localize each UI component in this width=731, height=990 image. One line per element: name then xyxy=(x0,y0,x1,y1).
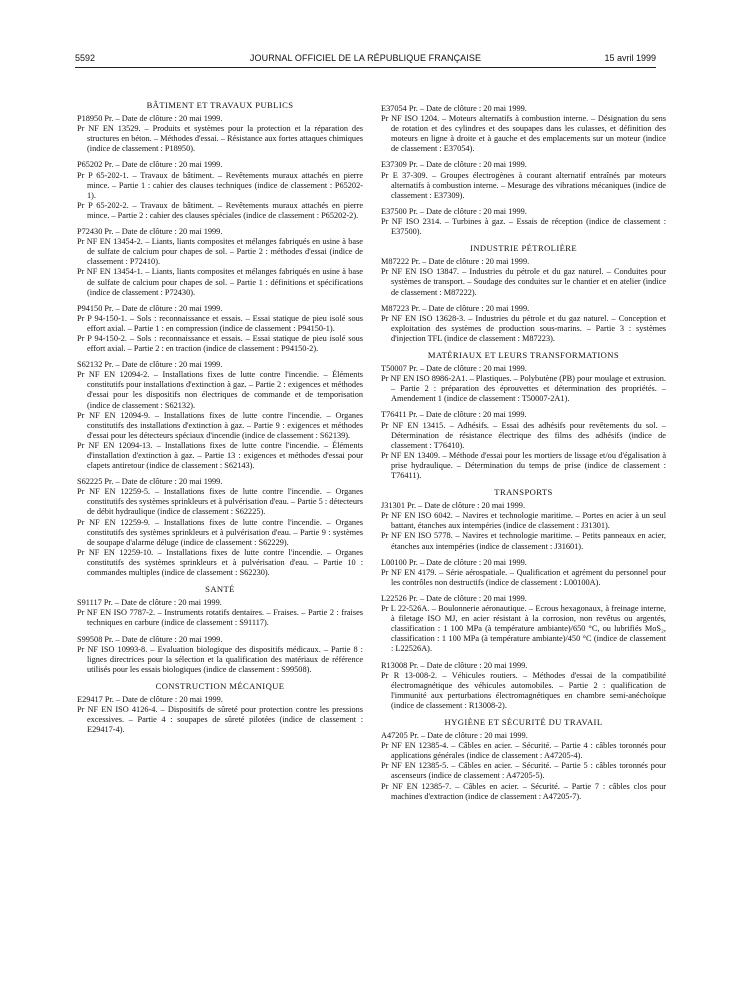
standard-line: Pr NF EN 12259-10. – Installations fixes de lutte contre l'incendie. – Organes constitutifs des systèmes sprinkleurs et à pulvérisation d'eau. – Partie 10 : commandes multiples (indice de classement : S62230). xyxy=(77,547,363,578)
standard-line: Pr NF EN 13415. – Adhésifs. – Essai des adhésifs pour revêtements du sol. – Détermination de résistance électrique des films des adhésifs (indice de classement : T76410). xyxy=(381,420,666,450)
standard-line: Pr L 22-526A. – Boulonnerie aéronautique. – Ecrous hexagonaux, à freinage interne, à filetage ISO MJ, en acier résistant à la corrosion, non revêtus ou argentés, classification : 1 100 MPa (à température ambiante)/650 °C, ou lubrifiés MoS₂, classification : 1 100 MPa (à température ambiante)/450 °C (indice de classement : L22526A). xyxy=(381,604,666,654)
standard-entry xyxy=(381,410,666,481)
standard-line: Pr NF EN ISO 13847. – Industries du pétrole et du gaz naturel. – Conduites pour systèmes de transport. – Soudage des conduites sur le chantier et en atelier (indice de classement : M87222). xyxy=(381,267,666,297)
closing-date-line: M87222 Pr. – Date de clôture : 20 mai 1999. xyxy=(381,257,530,267)
standard-line: Pr NF EN ISO 8986-2A1. – Plastiques. – Polybutène (PB) pour moulage et extrusion. – Partie 2 : préparation des éprouvettes et détermination des propriétés. – Amendement 1 (indice de classement : T50007-2A1). xyxy=(381,374,666,404)
closing-date-line: E37309 Pr. – Date de clôture : 20 mai 1999. xyxy=(381,160,527,170)
section-title: CONSTRUCTION MÉCANIQUE xyxy=(155,680,285,691)
standard-line: Pr NF ISO 10993-8. – Evaluation biologique des dispositifs médicaux. – Partie 8 : lignes directrices pour la sélection et la qualification des matériaux de référence utilisés pour les essais biologiques (indice de classement : S99508). xyxy=(77,644,363,674)
standard-line: Pr NF EN 12094-13. – Installations fixes de lutte contre l'incendie. – Éléments d'installation d'extinction à gaz. – Partie 13 : exigences et méthodes d'essai pour clapets antiretour (indice de classement : S62143). xyxy=(77,440,363,471)
standard-line: Pr NF EN 12385-4. – Câbles en acier. – Sécurité. – Partie 4 : câbles toronnés pour applications générales (indice de classement : A47205-4). xyxy=(381,741,666,761)
closing-date-line: P72430 Pr. – Date de clôture : 20 mai 1999. xyxy=(77,227,223,237)
standard-line: Pr NF EN 12094-9. – Installations fixes de lutte contre l'incendie. – Organes constitutifs des installations d'extinction à gaz. – Partie 9 : exigences et méthodes d'essai pour les détecteurs spéciaux d'incendie (indice de classement : S62139). xyxy=(77,410,363,440)
standard-entry xyxy=(381,304,666,344)
standard-line: Pr NF EN 13529. – Produits et systèmes pour la protection et la réparation des structures en béton. – Méthodes d'essai. – Résistance aux fortes attaques chimiques (indice de classement : P18950). xyxy=(77,124,363,154)
section-title: BÂTIMENT ET TRAVAUX PUBLICS xyxy=(146,100,294,110)
standard-line: Pr NF EN ISO 6042. – Navires et technologie maritime. – Portes en acier à un seul battant, étanches aux intempéries (indice de classement : J31301). xyxy=(381,511,666,531)
standard-line: Pr NF EN 13454-2. – Liants, liants composites et mélanges fabriqués en usine à base de sulfate de calcium pour chapes de sol. – Partie 2 : méthodes d'essai (indice de classement : P72410). xyxy=(77,237,363,267)
standard-line: Pr NF EN ISO 5778. – Navires et technologie maritime. – Petits panneaux en acier, étanches aux intempéries (indice de classement : J31601). xyxy=(381,531,666,551)
closing-date-line: J31301 Pr. – Date de clôture : 20 mai 1999. xyxy=(381,501,526,511)
closing-date-line: E29417 Pr. – Date de clôture : 20 mai 1999. xyxy=(77,694,223,704)
header-rule xyxy=(75,67,656,68)
section xyxy=(381,717,666,802)
closing-date-line: T76411 Pr. – Date de clôture : 20 mai 1999. xyxy=(381,410,527,420)
section xyxy=(381,243,666,344)
standard-entry xyxy=(381,558,666,588)
standard-line: Pr NF EN 12385-7. – Câbles en acier. – Sécurité. – Partie 7 : câbles clos pour machines d'extraction (indice de classement : A47205-7). xyxy=(381,781,666,801)
standard-line: Pr P 94-150-1. – Sols : reconnaissance et essais. – Essai statique de pieu isolé sous effort axial. – Partie 1 : en compression (indice de classement : P94150-1). xyxy=(77,313,363,333)
standard-entry xyxy=(381,207,666,237)
standard-line: Pr NF ISO 1204. – Moteurs alternatifs à combustion interne. – Désignation du sens de rotation et des cylindres et des soupapes dans les culasses, et définition des moteurs en ligne à droite et à gauche et des emplacements sur un moteur (indice de classement : E37054). xyxy=(381,114,666,154)
section xyxy=(77,584,363,675)
standard-line: Pr NF EN ISO 7787-2. – Instruments rotatifs dentaires. – Fraises. – Partie 2 : fraises techniques en carbure (indice de classement : S91117). xyxy=(77,608,363,628)
section xyxy=(381,487,666,711)
section xyxy=(381,104,666,237)
page-header xyxy=(75,53,656,67)
section xyxy=(381,350,666,481)
standard-entry xyxy=(381,661,666,711)
closing-date-line: R13008 Pr. – Date de clôture : 20 mai 1999. xyxy=(381,660,528,670)
closing-date-line: S62225 Pr. – Date de clôture : 20 mai 1999. xyxy=(77,477,223,487)
section-title: HYGIÈNE ET SÉCURITÉ DU TRAVAIL xyxy=(444,716,603,727)
closing-date-line: S99508 Pr. – Date de clôture : 20 mai 1999. xyxy=(77,634,223,644)
standard-line: Pr E 37-309. – Groupes électrogènes à courant alternatif entraînés par moteurs alternatifs à combustion interne. – Mesurage des vibrations mécaniques (indice de classement : E37309). xyxy=(381,170,666,200)
right-column xyxy=(381,100,666,808)
section xyxy=(77,681,363,735)
standard-line: Pr NF EN ISO 4126-4. – Dispositifs de sûreté pour protection contre les pressions excessives. – Partie 4 : soupapes de sûreté pilotées (indice de classement : E29417-4). xyxy=(77,705,363,735)
standard-line: Pr NF EN 4179. – Série aérospatiale. – Qualification et agrément du personnel pour les contrôles non destructifs (indice de classement : L00100A). xyxy=(381,567,666,587)
standard-entry xyxy=(77,477,363,578)
section xyxy=(77,100,363,578)
section-title: INDUSTRIE PÉTROLIÈRE xyxy=(469,243,578,254)
closing-date-line: M87223 Pr. – Date de clôture : 20 mai 1999. xyxy=(381,303,530,313)
section-title: MATÉRIAUX ET LEURS TRANSFORMATIONS xyxy=(427,349,620,360)
standard-entry xyxy=(77,695,363,735)
closing-date-line: S62132 Pr. – Date de clôture : 20 mai 1999. xyxy=(77,360,223,370)
standard-line: Pr NF EN 12259-9. – Installations fixes de lutte contre l'incendie. – Organes constitutifs des systèmes sprinkleurs et à pulvérisation d'eau. – Partie 9 : systèmes de soupape d'alarme déluge (indice de classement : S62229). xyxy=(77,517,363,547)
standard-line: Pr NF EN 12385-5. – Câbles en acier. – Sécurité. – Partie 5 : câbles toronnés pour ascenseurs (indice de classement : A47205-5). xyxy=(381,761,666,781)
section-title: TRANSPORTS xyxy=(494,487,553,498)
standard-line: Pr R 13-008-2. – Véhicules routiers. – Méthodes d'essai de la compatibilité électromagnétique des véhicules automobiles. – Partie 2 : qualification de l'immunité aux perturbations électromagnétiques en chambre semi-anéchoïque (indice de classement : R13008-2). xyxy=(381,670,666,710)
closing-date-line: E37054 Pr. – Date de clôture : 20 mai 1999. xyxy=(381,104,527,113)
closing-date-line: L00100 Pr. – Date de clôture : 20 mai 1999. xyxy=(381,557,527,567)
standard-line: Pr NF ISO 2314. – Turbines à gaz. – Essais de réception (indice de classement : E37500). xyxy=(381,216,666,237)
standard-line: Pr P 65-202-1. – Travaux de bâtiment. – Revêtements muraux attachés en pierre mince. – Partie 1 : cahier des clauses techniques (indice de classement : P65202-1). xyxy=(77,170,363,200)
section-title: SANTÉ xyxy=(205,584,235,595)
closing-date-line: P94150 Pr. – Date de clôture : 20 mai 1999. xyxy=(77,303,223,313)
closing-date-line: T50007 Pr. – Date de clôture : 20 mai 1999. xyxy=(381,364,527,374)
standard-line: Pr NF EN 12094-2. – Installations fixes de lutte contre l'incendie. – Éléments constitutifs pour installations d'extinction à gaz. – Partie 2 : exigences et méthodes d'essai pour les dispositifs non électriques de commande et de temporisation (indice de classement : S62132). xyxy=(77,370,363,410)
standard-line: Pr NF EN 12259-5. – Installations fixes de lutte contre l'incendie. – Organes constitutifs des systèmes sprinkleurs et à pulvérisation d'eau. – Partie 5 : détecteurs de débit hydraulique (indice de classement : S62225). xyxy=(77,487,363,517)
closing-date-line: P18950 Pr. – Date de clôture : 20 mai 1999. xyxy=(77,114,223,124)
journal-title: JOURNAL OFFICIEL DE LA RÉPUBLIQUE FRANÇAISE xyxy=(249,53,482,63)
standard-entry xyxy=(77,598,363,628)
standard-line: Pr NF EN 13454-1. – Liants, liants composites et mélanges fabriqués en usine à base de sulfate de calcium pour chapes de sol. – Partie 1 : définitions et spécifications (indice de classement : P72430). xyxy=(77,267,363,297)
standard-entry xyxy=(381,160,666,200)
standard-entry xyxy=(77,114,363,154)
closing-date-line: A47205 Pr. – Date de clôture : 20 mai 1999. xyxy=(381,731,528,741)
standard-entry xyxy=(381,257,666,297)
closing-date-line: L22526 Pr. – Date de clôture : 20 mai 1999. xyxy=(381,593,527,603)
standard-line: Pr NF EN 13409. – Méthode d'essai pour les mortiers de lissage et/ou d'égalisation à prise hydraulique. – Détermination du temps de prise (indice de classement : T76411). xyxy=(381,450,666,480)
standard-line: Pr NF EN ISO 13628-3. – Industries du pétrole et du gaz naturel. – Conception et exploitation des systèmes de production sous-marins. – Partie 3 : systèmes d'injection TFL (indice de classement : M87223). xyxy=(381,313,666,343)
standard-entry xyxy=(381,731,666,802)
standard-entry xyxy=(77,227,363,298)
issue-date: 15 avril 1999 xyxy=(604,53,656,63)
standard-line: Pr P 94-150-2. – Sols : reconnaissance et essais. – Essai statique de pieu isolé sous effort axial. – Partie 2 : en traction (indice de classement : P94150-2). xyxy=(77,333,363,354)
standard-entry xyxy=(381,364,666,404)
standard-entry xyxy=(381,501,666,551)
closing-date-line: S91117 Pr. – Date de clôture : 20 mai 1999. xyxy=(77,598,222,608)
standard-entry xyxy=(77,160,363,221)
standard-line: Pr P 65-202-2. – Travaux de bâtiment. – Revêtements muraux attachés en pierre mince. – Partie 2 : cahier des clauses spéciales (indice de classement : P65202-2). xyxy=(77,200,363,220)
closing-date-line: P65202 Pr. – Date de clôture : 20 mai 1999. xyxy=(77,160,223,170)
left-column xyxy=(77,96,363,741)
standard-entry xyxy=(77,635,363,675)
closing-date-line: E37500 Pr. – Date de clôture : 20 mai 1999. xyxy=(381,206,527,216)
page-number: 5592 xyxy=(75,53,96,63)
standard-entry xyxy=(77,304,363,354)
standard-entry xyxy=(381,104,666,154)
standard-entry xyxy=(77,360,363,471)
standard-entry xyxy=(381,594,666,655)
